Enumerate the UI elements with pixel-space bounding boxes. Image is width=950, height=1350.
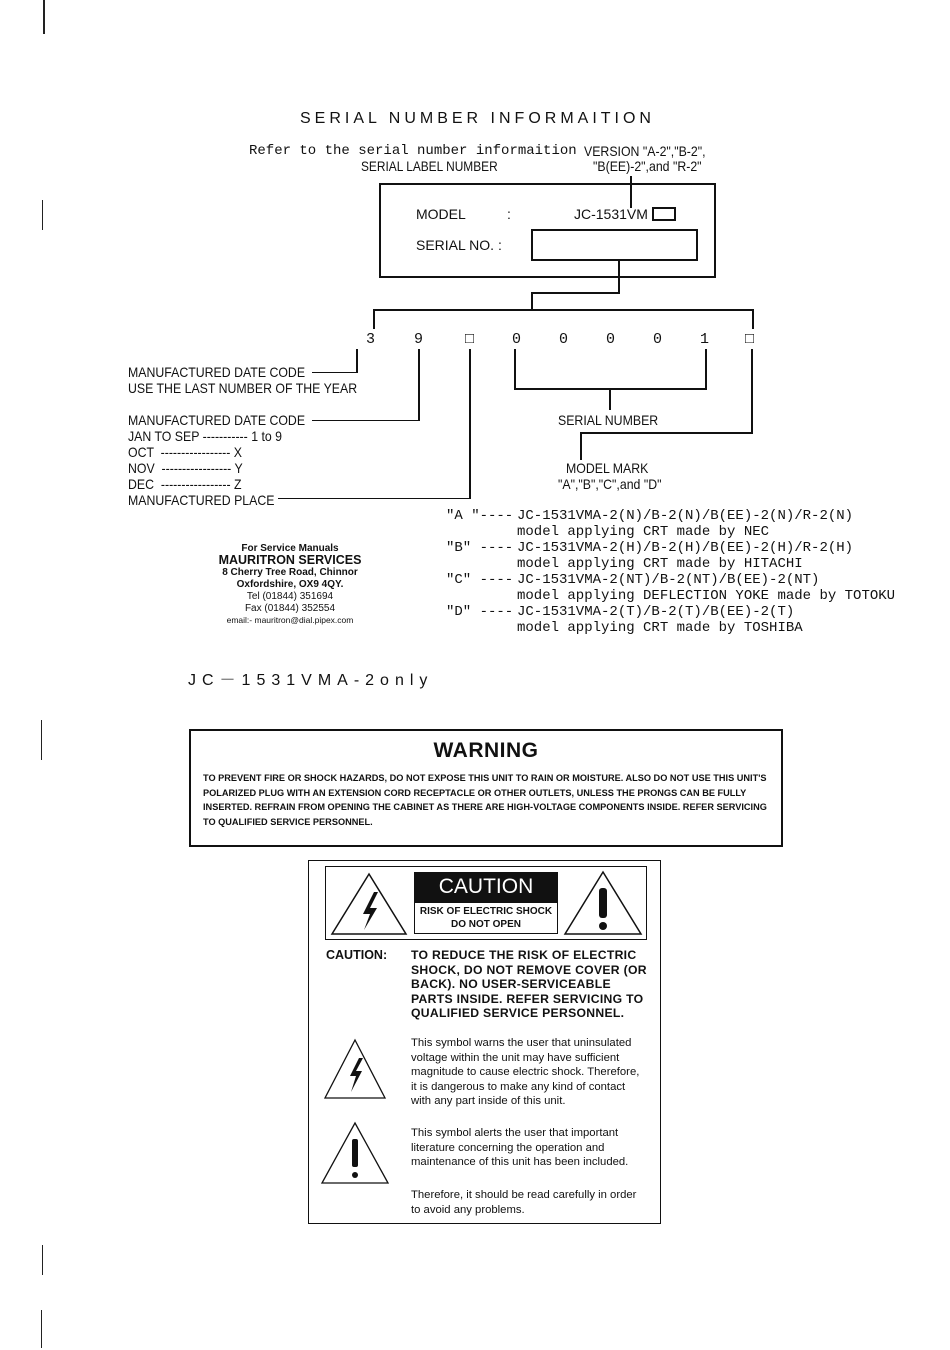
margin-mark [41, 1310, 42, 1348]
place-code-d: "D" ---- [446, 604, 514, 620]
serial-digit: 3 [366, 331, 376, 348]
exclamation-symbol-icon [320, 1121, 390, 1185]
service-line-5: Tel (01844) 351694 [246, 591, 334, 602]
caution-main-text: TO REDUCE THE RISK OF ELECTRIC SHOCK, DO NOT REMOVE COVER (OR BACK). NO USER-SERVICEABLE PARTS INSIDE. REFER SERVICING TO QUALIFIED SERVICE PERSONNEL. [411, 948, 647, 1020]
closing-text: Therefore, it should be read carefully in order to avoid any problems. [411, 1189, 637, 1216]
date-code-label-2: MANUFACTURED DATE CODE [128, 412, 306, 428]
connector-line [514, 349, 516, 389]
warning-box [189, 729, 783, 847]
nov-row: NOV ----------------- Y [128, 460, 243, 476]
serial-digit: □ [465, 331, 475, 348]
jan-sep-row: JAN TO SEP ----------- 1 to 9 [128, 428, 283, 444]
place-label: MANUFACTURED PLACE [128, 492, 275, 508]
warning-title: WARNING [433, 739, 539, 762]
place-b-line2: model applying CRT made by HITACHI [517, 556, 803, 572]
place-code-b: "B" ---- [446, 540, 514, 556]
connector-line [531, 292, 533, 310]
margin-mark [42, 1245, 43, 1275]
service-stamp [200, 543, 380, 626]
model-value: JC-1531VM [574, 206, 648, 222]
model-label: MODEL [416, 206, 466, 222]
service-line-2: MAURITRON SERVICES [218, 553, 362, 567]
connector-line [373, 309, 375, 329]
connector-line [418, 349, 420, 421]
date-code-label-1: MANUFACTURED DATE CODE [128, 364, 306, 380]
connector-line [312, 372, 358, 373]
dec-row: DEC ----------------- Z [128, 476, 242, 492]
connector-line [618, 261, 620, 293]
margin-mark [43, 0, 45, 34]
model-mark-values: "A","B","C",and "D" [558, 476, 662, 492]
connector-line [580, 432, 582, 460]
caution-banner: CAUTION [414, 872, 558, 902]
place-d-line2: model applying CRT made by TOSHIBA [517, 620, 803, 636]
serial-digit: 1 [700, 331, 710, 348]
place-c-line1: JC-1531VMA-2(NT)/B-2(NT)/B(EE)-2(NT) [517, 572, 820, 588]
place-a-line1: JC-1531VMA-2(N)/B-2(N)/B(EE)-2(N)/R-2(N) [517, 508, 854, 524]
place-code-a: "A "---- [446, 508, 514, 524]
place-b-line1: JC-1531VMA-2(H)/B-2(H)/B(EE)-2(H)/R-2(H) [517, 540, 854, 556]
serial-label-number: SERIAL LABEL NUMBER [361, 158, 498, 174]
connector-line [705, 349, 707, 389]
serial-digit: 9 [414, 331, 424, 348]
serial-digit: □ [745, 331, 755, 348]
caution-sub-line-2: DO NOT OPEN [450, 919, 521, 930]
lightning-symbol-icon [323, 1038, 387, 1100]
exclamation-symbol-text: This symbol alerts the user that important literature concerning the operation and maintenance of this unit has been included. [411, 1127, 629, 1168]
lightning-warning-icon [330, 872, 408, 936]
exclamation-warning-icon [563, 870, 643, 936]
service-line-6: Fax (01844) 352554 [244, 603, 336, 614]
serial-no-label: SERIAL NO. : [416, 237, 502, 253]
caution-sub-line-1: RISK OF ELECTRIC SHOCK [419, 906, 553, 917]
connector-line [752, 309, 754, 329]
connector-line [580, 432, 753, 434]
refer-text: Refer to the serial number informaition [249, 143, 577, 159]
last-number-label: USE THE LAST NUMBER OF THE YEAR [128, 380, 358, 396]
caution-subtitle [414, 902, 558, 934]
connector-line [751, 349, 753, 433]
serial-digit: 0 [512, 331, 522, 348]
connector-line [373, 309, 754, 311]
margin-mark [41, 720, 42, 760]
place-d-line1: JC-1531VMA-2(T)/B-2(T)/B(EE)-2(T) [517, 604, 795, 620]
connector-line [531, 292, 620, 294]
caution-label: CAUTION: [326, 948, 388, 962]
connector-line [609, 388, 611, 410]
model-only-note: JC－1531VMA-2only [188, 672, 434, 689]
service-line-3: 8 Cherry Tree Road, Chinnor [222, 567, 358, 578]
page-title: SERIAL NUMBER INFORMAITION [300, 110, 655, 127]
connector-line [312, 420, 420, 421]
serial-digit: 0 [559, 331, 569, 348]
warning-text: TO PREVENT FIRE OR SHOCK HAZARDS, DO NOT EXPOSE THIS UNIT TO RAIN OR MOISTURE. ALSO DO NOT USE THIS UNIT'S POLARIZED PLUG WITH AN EXTENSION CORD RECEPTACLE OR OTHER OUTLETS, UNLESS THE PRONGS CAN BE FULLY INSERTED. REFRAIN FROM OPENING THE CABINET AS THERE ARE HIGH-VOLTAGE COMPONENTS INSIDE. REFER SERVICING TO QUALIFIED SERVICE PERSONNEL. [203, 773, 767, 827]
lightning-symbol-text: This symbol warns the user that uninsulated voltage within the unit may have sufficient magnitude to cause electric shock. Therefore, it is dangerous to make any kind of contact with any part inside of this unit. [411, 1037, 640, 1107]
place-c-line2: model applying DEFLECTION YOKE made by TOTOKU [517, 588, 896, 604]
place-code-c: "C" ---- [446, 572, 514, 588]
model-suffix-box [652, 207, 676, 221]
oct-row: OCT ----------------- X [128, 444, 243, 460]
serial-digit: 0 [606, 331, 616, 348]
margin-mark [42, 200, 43, 230]
version-line-2: "B(EE)-2",and "R-2" [593, 158, 702, 174]
place-a-line2: model applying CRT made by NEC [517, 524, 770, 540]
service-line-4: Oxfordshire, OX9 4QY. [236, 579, 344, 590]
serial-number-label: SERIAL NUMBER [558, 412, 659, 428]
serial-digit: 0 [653, 331, 663, 348]
service-line-1: For Service Manuals [241, 543, 339, 554]
connector-line [356, 349, 358, 373]
version-line-1: VERSION "A-2","B-2", [584, 143, 706, 159]
connector-line [278, 498, 471, 499]
connector-line [469, 349, 471, 499]
serial-no-box [531, 229, 698, 261]
model-colon: : [507, 206, 511, 222]
model-mark-label: MODEL MARK [566, 460, 649, 476]
service-line-7: email:- mauritron@dial.pipex.com [226, 615, 354, 625]
